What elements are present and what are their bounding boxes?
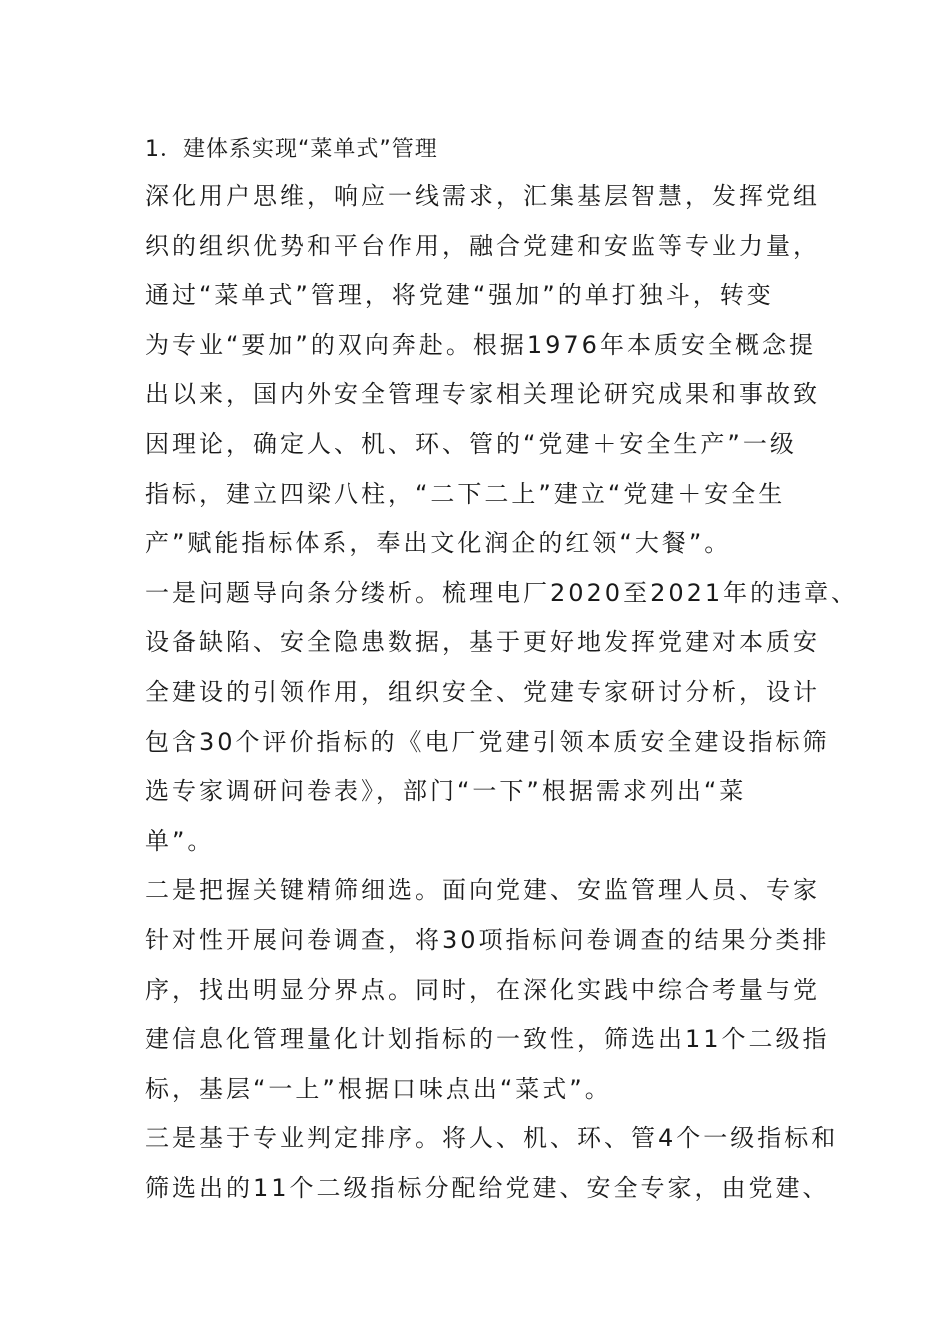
- paragraph-line: 筛选出的11个二级指标分配给党建、安全专家，由党建、: [145, 1173, 830, 1202]
- paragraph-line: 一是问题导向条分缕析。梳理电厂2020至2021年的违章、: [145, 578, 859, 607]
- paragraph-line: 因理论，确定人、机、环、管的“党建＋安全生产”一级: [145, 429, 797, 458]
- paragraph-line: 出以来，国内外安全管理专家相关理论研究成果和事故致: [145, 380, 820, 409]
- paragraph-line: 包含30个评价指标的《电厂党建引领本质安全建设指标筛: [145, 727, 830, 756]
- document-body: [145, 128, 859, 1213]
- paragraph-line: 为专业“要加”的双向奔赴。根据1976年本质安全概念提: [145, 330, 816, 359]
- paragraph-line: 建信息化管理量化计划指标的一致性，筛选出11个二级指: [145, 1025, 830, 1054]
- paragraph-line: 全建设的引领作用，组织安全、党建专家研讨分析，设计: [145, 677, 820, 706]
- paragraph-line: 单”。: [145, 826, 215, 855]
- paragraph-line: 序，找出明显分界点。同时，在深化实践中综合考量与党: [145, 975, 820, 1004]
- paragraph-line: 织的组织优势和平台作用，融合党建和安监等专业力量，: [145, 231, 820, 260]
- paragraph-line: 指标，建立四梁八柱，“二下二上”建立“党建＋安全生: [145, 479, 786, 508]
- section-heading: 1．建体系实现“菜单式”管理: [145, 137, 438, 162]
- paragraph-line: 针对性开展问卷调查，将30项指标问卷调查的结果分类排: [145, 925, 830, 954]
- paragraph-line: 选专家调研问卷表》，部门“一下”根据需求列出“菜: [145, 777, 747, 806]
- paragraph-line: 二是把握关键精筛细选。面向党建、安监管理人员、专家: [145, 876, 820, 905]
- paragraph-line: 三是基于专业判定排序。将人、机、环、管4个一级指标和: [145, 1124, 839, 1153]
- paragraph-line: 深化用户思维，响应一线需求，汇集基层智慧，发挥党组: [145, 182, 820, 210]
- paragraph-line: 标，基层“一上”根据口味点出“菜式”。: [145, 1074, 612, 1103]
- paragraph-line: 产”赋能指标体系，奉出文化润企的红领“大餐”。: [145, 529, 732, 558]
- paragraph-line: 设备缺陷、安全隐患数据，基于更好地发挥党建对本质安: [145, 628, 820, 657]
- paragraph-line: 通过“菜单式”管理，将党建“强加”的单打独斗，转变: [145, 281, 774, 310]
